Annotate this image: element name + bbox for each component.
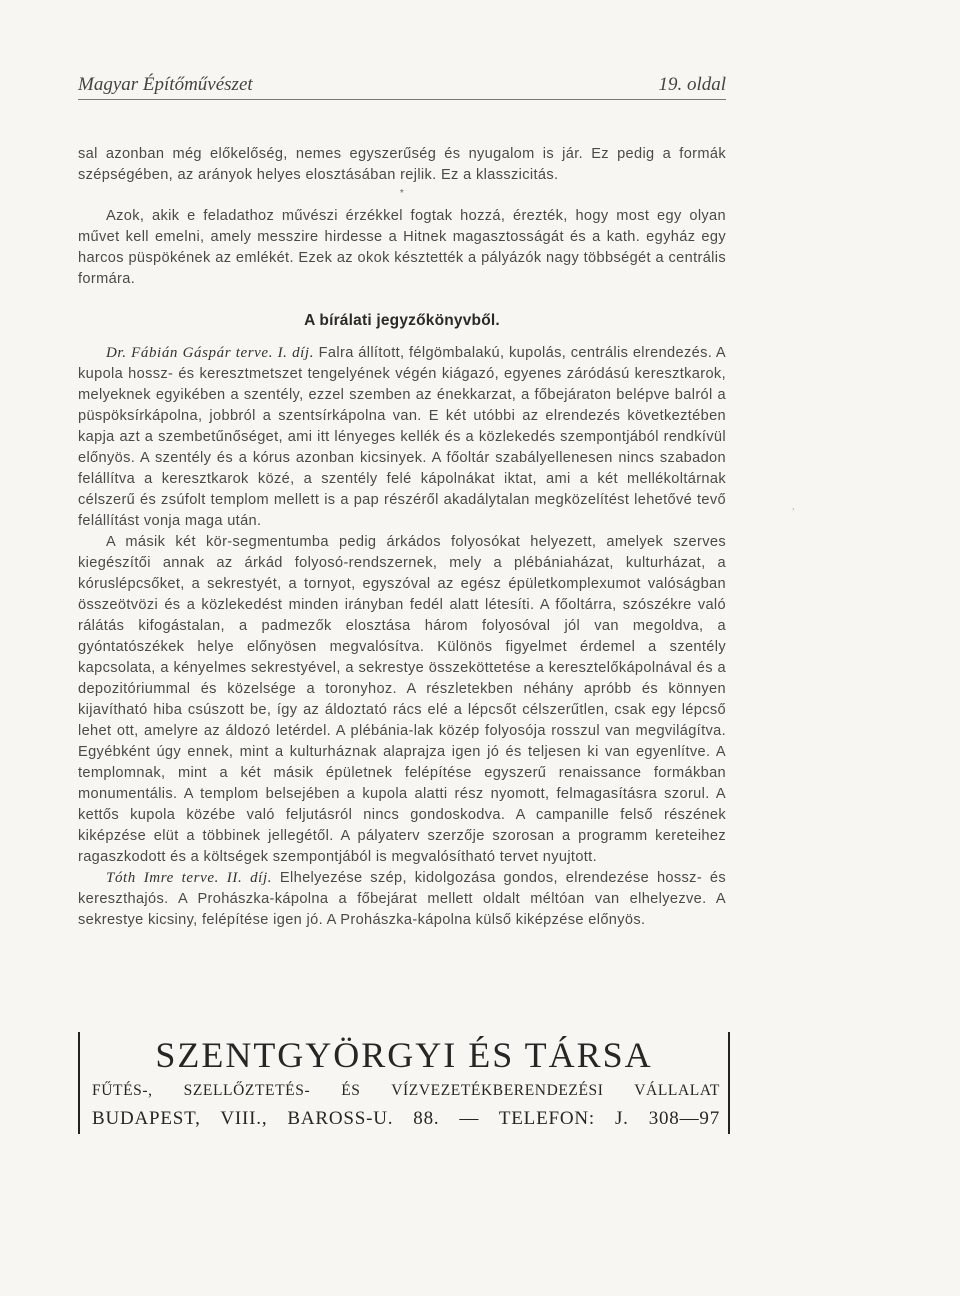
header-rule: [78, 99, 726, 100]
entry-title-first-prize: Dr. Fábián Gáspár terve. I. díj.: [106, 345, 315, 361]
paragraph-second-prize: [78, 868, 726, 931]
paper-speck: ,: [792, 500, 795, 512]
entry-title-second-prize: Tóth Imre terve. II. díj.: [106, 870, 273, 886]
second-prize-text: Elhelyezése szép, kidolgozása gondos, elrendezése hossz- és kereszthajós. A Prohászka-kápolna a főbejárat mellett oldalt méltóan van elhelyezve. A sekrestye kicsiny, felépítése igen jó. A Prohászka-kápolna külső kiképzése előnyös.: [78, 870, 726, 928]
section-asterisk: *: [399, 188, 405, 199]
first-prize-text: Falra állított, félgömbalakú, kupolás, centrális elrendezés. A kupola hossz- és keresztmetszet tengelyének végén kiágazó, egyenes záródású keresztkarok, melyeknek egyikében a szentély, ezzel szemben az énekkarzat, a főbejáraton belépve balról a püspöksírkápolna, jobbról a szentsírkápolna van. E két utóbbi az elrendezés következtében kapja azt a szembetűnőséget, ami itt lényeges kellék és a közlekedés szempontjából rendkívül előnyös. A szentély és a kórus azonban kicsinyek. A főoltár szabályellenesen nincs szabadon felállítva a keresztkarok közé, a szentély felé kápolnákat iktat, ami a két mellékoltárnak célszerű és zsúfolt templom mellett is a pap részéről akadálytalan megközelítést lehetővé tevő felállítást vonja maga után.: [78, 345, 727, 529]
advertisement-box: [78, 1032, 730, 1134]
publication-title: Magyar Építőművészet: [78, 74, 253, 95]
paragraph-first-prize: [78, 343, 726, 532]
page-number: 19. oldal: [658, 74, 726, 95]
ad-company-name: SZENTGYÖRGYI ÉS TÁRSA: [155, 1035, 653, 1075]
paragraph-continuation: sal azonban még előkelőség, nemes egyszerűség és nyugalom is jár. Ez pedig a formák szépségében, az arányok helyes elosztásában rejlik. Ez a klasszicitás.: [78, 146, 726, 183]
ad-address: BUDAPEST, VIII., BAROSS-U. 88. — TELEFON: J. 308—97: [92, 1108, 720, 1129]
section-heading: A bírálati jegyzőkönyvből.: [304, 312, 500, 329]
paragraph-intro: Azok, akik e feladathoz művészi érzékkel fogtak hozzá, érezték, hogy most egy olyan művet kell emelni, amely messzire hirdesse a Hitnek magasztosságát és a kath. egyház egy harcos püspökének az emlékét. Ezek az okok késztették a pályázók nagy többségét a centrális formára.: [78, 208, 726, 287]
ad-services: FŰTÉS-, SZELLŐZTETÉS- ÉS VÍZVEZETÉKBERENDEZÉSI VÁLLALAT: [92, 1082, 720, 1099]
paragraph-first-prize-cont: A másik két kör-segmentumba pedig árkádos folyosókat helyezett, amelyek szerves kiegészítői annak az árkád folyosó-rendszernek, mely a plébániaházat, kulturházat, a kóruslépcsőket, a sekrestyét, a tornyot, egyszóval az egész épületkomplexumot valóságban összeötvözi és a közlekedést minden irányban fedél alatt létesíti. A főoltárra, szószékre való rálátás kifogástalan, a padmezők elosztása három folyosóval jól van megoldva, a gyóntatószékek helye előnyösen megvalósítva. Különös figyelmet érdemel a szentély kapcsolata, a kényelmes sekrestyével, a sekrestye összeköttetése a keresztelőkápolnával és a depozitóriummal és közelsége a toronyhoz. A részletekben néhány apróbb és könnyen kijavítható hiba csúszott be, így az áldoztató rács elé a lépcsőt célszerűtlen, csak egy lépcső lehet ott, amelyre az áldozó letérdel. A plébánia-lak közép folyosója rosszul van megvilágítva. Egyébként úgy ennek, mint a kulturháznak alaprajza igen jó és teljesen ki van egyenlítve. A templomnak, mint a két másik épületnek felépítése egyszerű renaissance formákban monumentális. A templom belsejében a kupola alatti rész nyomott, felmagasításra szorul. A kettős kupola közébe való feljutásról nincs gondoskodva. A campanille felső részének kiképzése elüt a többinek jellegétől. A pályaterv szerzője szorosan a programm kereteihez ragaszkodott és a költségek szempontjából is megvalósítható tervet nyujtott.: [78, 534, 726, 865]
article-body: [78, 144, 726, 931]
